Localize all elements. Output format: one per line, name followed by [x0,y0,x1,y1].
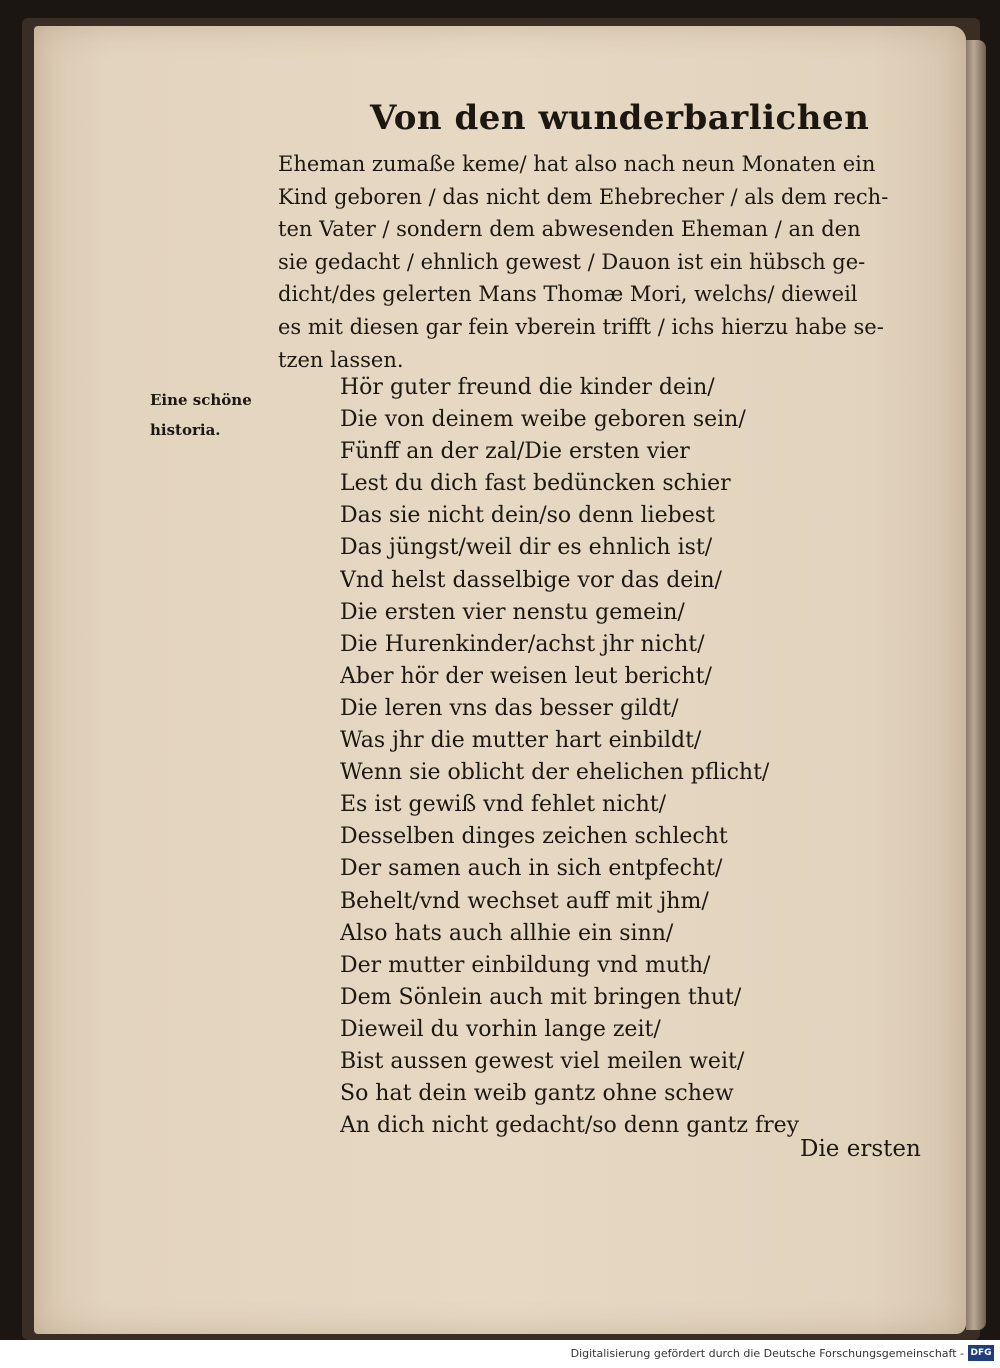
dfg-logo: DFG [968,1345,994,1361]
verse-line: Also hats auch allhie ein sinn/ [340,920,674,946]
verse-line: Desselben dinges zeichen schlecht [340,824,728,850]
verse-line: Lest du dich fast bedüncken schier [340,471,731,497]
verse-line: Wenn sie oblicht der ehelichen pflicht/ [340,760,770,786]
verse-line: Behelt/vnd wechset auff mit jhm/ [340,888,709,914]
prose-line: es mit diesen gar fein vberein trifft / ichs hierzu habe se- [278,314,884,339]
prose-line: Eheman zumaße keme/ hat also nach neun Monaten ein [278,152,876,176]
verse-line: Die leren vns das besser gildt/ [340,695,679,721]
verse-line: Dem Sönlein auch mit bringen thut/ [340,984,742,1010]
marginal-note-line: Eine schöne [150,391,252,409]
prose-line: tzen lassen. [278,347,404,372]
verse-line: Die ersten vier nenstu gemein/ [340,599,685,625]
verse-line: So hat dein weib gantz ohne schew [340,1081,734,1107]
poem-block [340,372,900,1142]
digitization-footer [0,1340,1000,1368]
prose-line: dicht/des gelerten Mans Thomæ Mori, welchs/ dieweil [278,282,858,307]
verse-line: Das sie nicht dein/so denn liebest [340,503,715,529]
verse-line: An dich nicht gedacht/so denn gantz frey [340,1113,800,1139]
verse-line: Das jüngst/weil dir es ehnlich ist/ [340,535,713,561]
verse-line: Der samen auch in sich entpfecht/ [340,856,723,882]
page-edge [966,40,986,1330]
running-head: Von den wunderbarlichen [370,98,870,138]
verse-line: Es ist gewiß vnd fehlet nicht/ [340,792,667,818]
verse-line: Der mutter einbildung vnd muth/ [340,952,711,978]
verse-line: Hör guter freund die kinder dein/ [340,375,715,400]
prose-line: sie gedacht / ehnlich gewest / Dauon ist ein hübsch ge- [278,249,866,274]
verse-line: Aber hör der weisen leut bericht/ [340,663,712,689]
catchword: Die ersten [800,1136,921,1162]
verse-line: Die Hurenkinder/achst jhr nicht/ [340,631,705,657]
verse-line: Was jhr die mutter hart einbildt/ [340,728,702,754]
verse-line: Die von deinem weibe geboren sein/ [340,407,746,433]
prose-line: Kind geboren / das nicht dem Ehebrecher / als dem rech- [278,184,889,209]
funding-credit: Digitalisierung gefördert durch die Deutsche Forschungsgemeinschaft - [570,1347,964,1360]
prose-block [278,148,918,376]
marginal-note [150,385,270,445]
verse-line: Vnd helst dasselbige vor das dein/ [340,567,722,593]
verse-line: Bist aussen gewest viel meilen weit/ [340,1048,745,1074]
marginal-note-line: historia. [150,421,221,439]
prose-line: ten Vater / sondern dem abwesenden Eheman / an den [278,217,861,242]
verse-line: Dieweil du vorhin lange zeit/ [340,1016,661,1042]
verse-line: Fünff an der zal/Die ersten vier [340,439,690,465]
